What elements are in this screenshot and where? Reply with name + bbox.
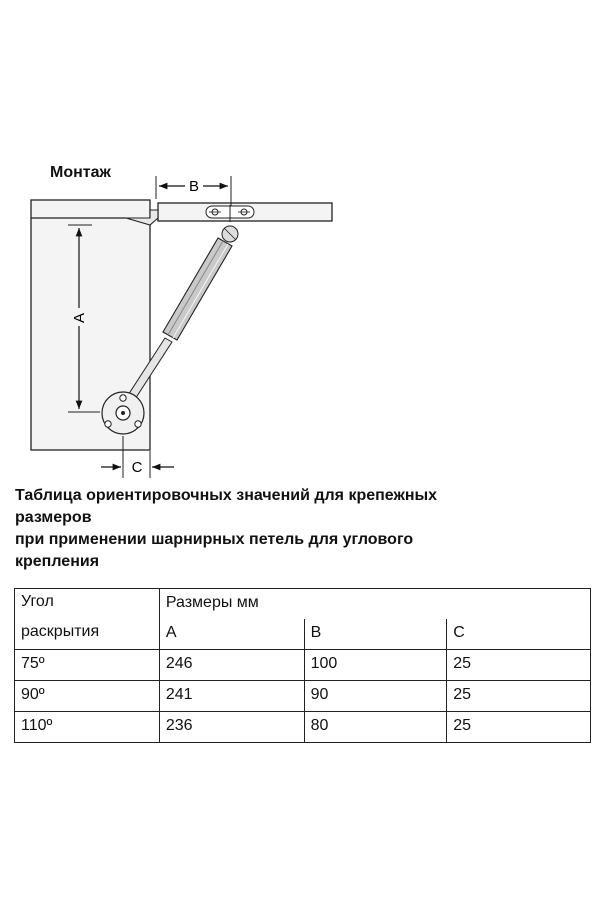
value-a-cell: 236 [159,712,304,743]
gas-spring-cylinder [163,238,232,340]
heading-line: Таблица ориентировочных значений для крепежных [15,487,438,504]
angle-header-line1: Угол [21,593,54,610]
column-header-c: C [447,619,591,650]
value-b-cell: 90 [304,681,447,712]
value-c-cell: 25 [447,681,591,712]
value-a-cell: 246 [159,650,304,681]
dimension-b-label: B [188,177,200,195]
dimensions-header: Размеры мм [159,589,590,620]
table-heading [15,485,590,573]
angle-cell: 90º [15,681,160,712]
angle-header-cell-line2 [15,619,160,650]
table-subheader-row [15,619,591,650]
column-header-a: A [159,619,304,650]
value-b-cell: 80 [304,712,447,743]
angle-cell: 110º [15,712,160,743]
dimension-c-label: C [131,458,143,476]
upper-joint [222,226,238,242]
dimension-a-label: A [70,312,88,324]
table-row [15,712,591,743]
value-b-cell: 100 [304,650,447,681]
bottom-bracket [102,392,144,434]
dimension-b [156,176,231,206]
heading-line: при применении шарнирных петель для углового [15,531,414,548]
heading-line: крепления [15,553,100,570]
angle-cell: 75º [15,650,160,681]
value-c-cell: 25 [447,650,591,681]
angle-header-cell [15,589,160,620]
diagram-title: Монтаж [50,164,111,181]
value-a-cell: 241 [159,681,304,712]
column-header-b: B [304,619,447,650]
angle-header-line2: раскрытия [21,623,100,640]
dimensions-table [14,588,591,743]
table-header-row [15,589,591,620]
value-c-cell: 25 [447,712,591,743]
table-row [15,650,591,681]
heading-line: размеров [15,509,92,526]
table-row [15,681,591,712]
